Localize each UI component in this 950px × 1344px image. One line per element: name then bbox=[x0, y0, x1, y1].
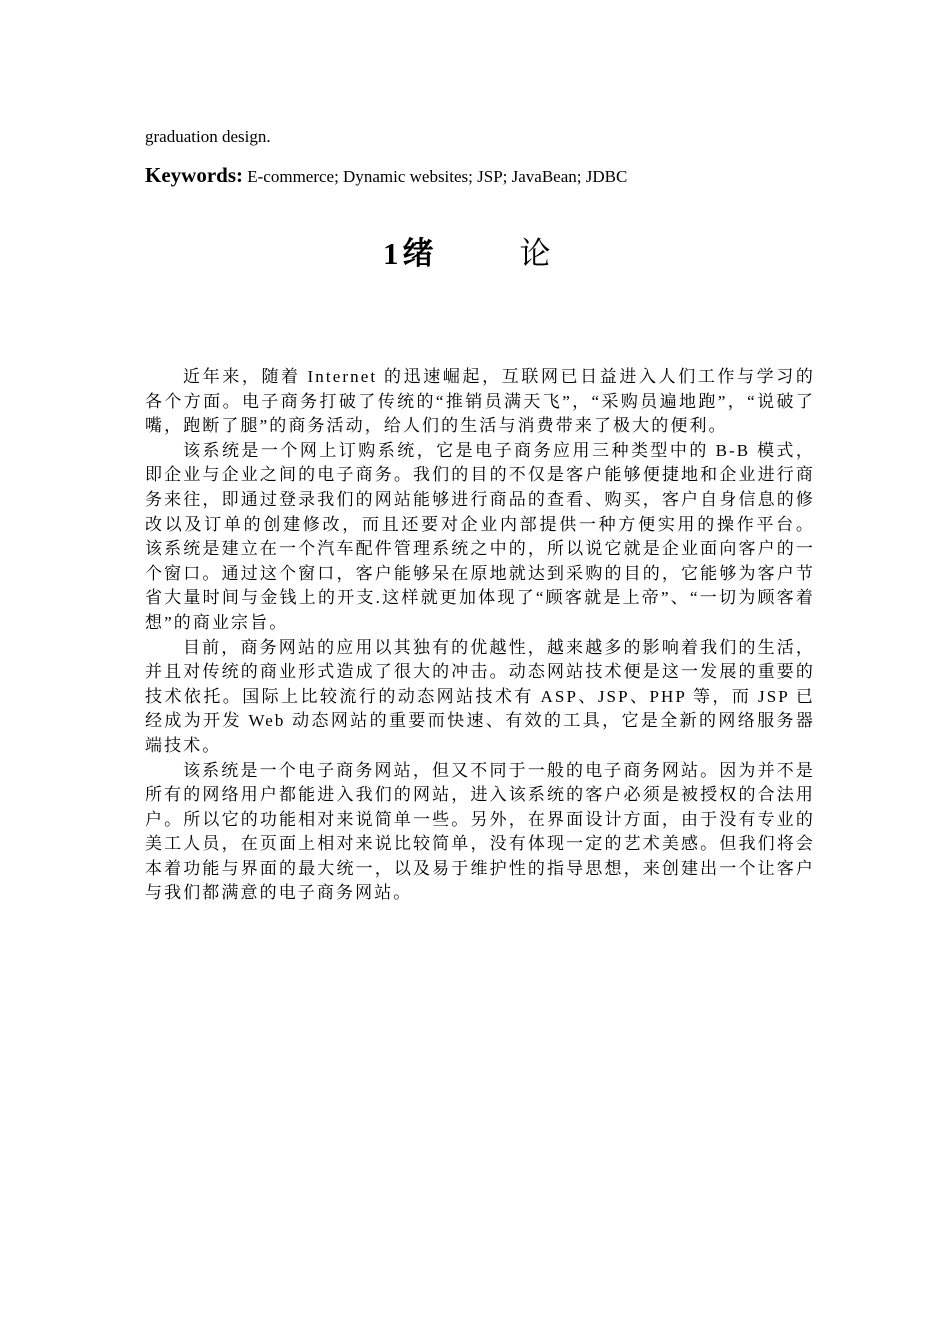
chapter-title-char-2: 论 bbox=[519, 236, 551, 271]
chapter-body bbox=[145, 365, 815, 906]
keywords-text: E-commerce; Dynamic websites; JSP; JavaBean; JDBC bbox=[243, 167, 628, 186]
abstract-tail-text: graduation design. bbox=[145, 127, 271, 146]
chapter-heading bbox=[383, 232, 551, 276]
keywords-line bbox=[145, 162, 627, 190]
keywords-label: Keywords: bbox=[145, 163, 243, 187]
paragraph-1: 近年来，随着 Internet 的迅速崛起，互联网已日益进入人们工作与学习的各个方面。电子商务打破了传统的“推销员满天飞”，“采购员遍地跑”，“说破了嘴，跑断了腿”的商务活动，给人们的生活与消费带来了极大的便利。 bbox=[145, 367, 815, 436]
chapter-number: 1 bbox=[383, 236, 399, 271]
paragraph-4: 该系统是一个电子商务网站，但又不同于一般的电子商务网站。因为并不是所有的网络用户都能进入我们的网站，进入该系统的客户必须是被授权的合法用户。所以它的功能相对来说简单一些。另外，在界面设计方面，由于没有专业的美工人员，在页面上相对来说比较简单，没有体现一定的艺术美感。但我们将会本着功能与界面的最大统一，以及易于维护性的指导思想，来创建出一个让客户与我们都满意的电子商务网站。 bbox=[145, 760, 815, 903]
chapter-title-char-1: 绪 bbox=[402, 236, 434, 271]
paragraph-3: 目前，商务网站的应用以其独有的优越性，越来越多的影响着我们的生活，并且对传统的商业形式造成了很大的冲击。动态网站技术便是这一发展的重要的技术依托。国际上比较流行的动态网站技术有 ASP、JSP、PHP 等，而 JSP 已经成为开发 Web 动态网站的重要而快速、有效的工具，它是全新的网络服务器端技术。 bbox=[145, 637, 815, 755]
paragraph-2: 该系统是一个网上订购系统，它是电子商务应用三种类型中的 B-B 模式，即企业与企业之间的电子商务。我们的目的不仅是客户能够便捷地和企业进行商务来往，即通过登录我们的网站能够进行商品的查看、购买，客户自身信息的修改以及订单的创建修改，而且还要对企业内部提供一种方便实用的操作平台。 该系统是建立在一个汽车配件管理系统之中的，所以说它就是企业面向客户的一个窗口。通过这个窗口，客户能够呆在原地就达到采购的目的，它能够为客户节省大量时间与金钱上的开支.这样就更加体现了“顾客就是上帝”、“一切为顾客着想”的商业宗旨。 bbox=[145, 440, 815, 632]
